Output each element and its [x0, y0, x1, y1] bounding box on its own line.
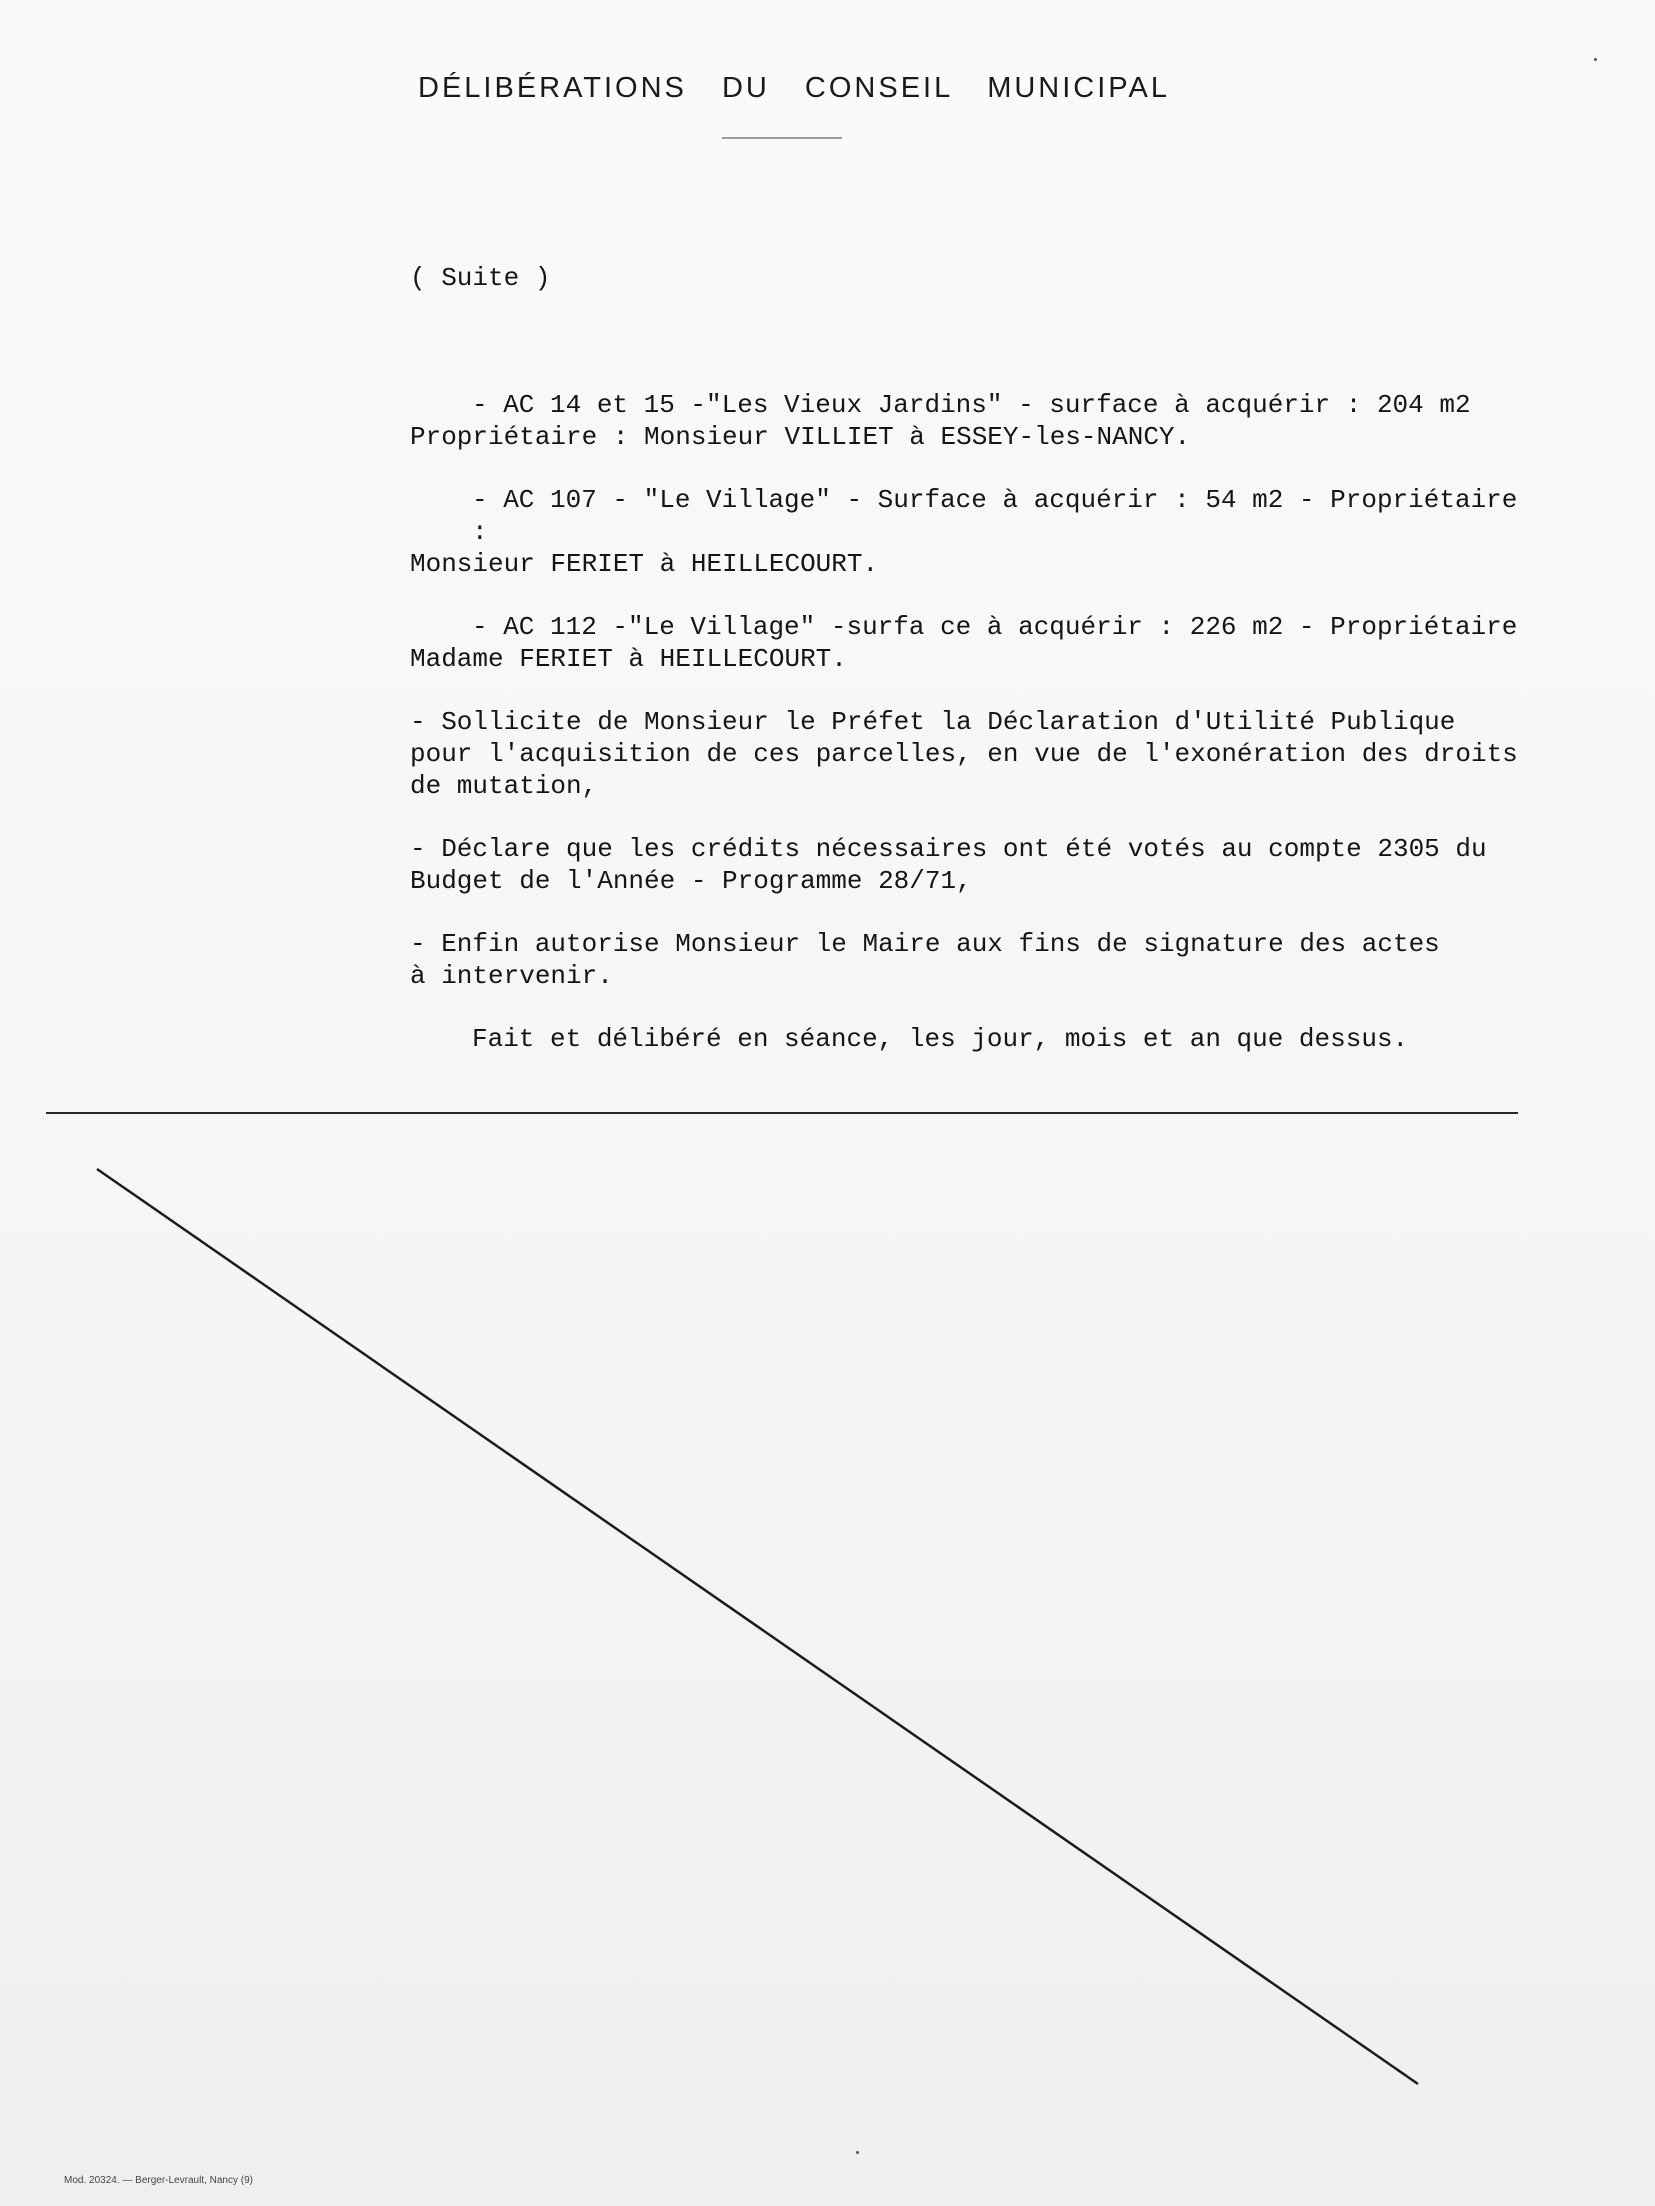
closing-formula: Fait et délibéré en séance, les jour, mois et an que dessus. — [472, 1024, 1409, 1054]
printer-mark: Mod. 20324. — Berger-Levrault, Nancy (9) — [64, 2175, 253, 2186]
paragraph-line: de mutation, — [410, 771, 598, 801]
paragraph-line: Madame FERIET à HEILLECOURT. — [410, 644, 847, 674]
paragraph-line: Budget de l'Année - Programme 28/71, — [410, 866, 972, 896]
paragraph-line: - Sollicite de Monsieur le Préfet la Déclaration d'Utilité Publique — [410, 707, 1456, 737]
paragraph-line: pour l'acquisition de ces parcelles, en vue de l'exonération des droits — [410, 739, 1518, 769]
paragraph-line: à intervenir. — [410, 961, 613, 991]
paragraph-line: - Enfin autorise Monsieur le Maire aux fins de signature des actes — [410, 929, 1440, 959]
paragraph-line: Propriétaire : Monsieur VILLIET à ESSEY-les-NANCY. — [410, 422, 1191, 452]
continuation-label: ( Suite ) — [410, 263, 551, 293]
paragraph-line: - Déclare que les crédits nécessaires ont été votés au compte 2305 du — [410, 834, 1487, 864]
paragraph-line: - AC 112 -"Le Village" -surfa ce à acquérir : 226 m2 - Propriétaire — [472, 612, 1518, 642]
paper-speck — [856, 2151, 859, 2154]
paragraph-line: - AC 107 - "Le Village" - Surface à acquérir : 54 m2 - Propriétaire : — [472, 485, 1533, 547]
document-header: DÉLIBÉRATIONS DU CONSEIL MUNICIPAL — [418, 72, 1170, 104]
paragraph-line: Monsieur FERIET à HEILLECOURT. — [410, 549, 879, 579]
paragraph-line: - AC 14 et 15 -"Les Vieux Jardins" - surface à acquérir : 204 m2 — [472, 390, 1471, 420]
paper-speck — [1594, 58, 1597, 61]
